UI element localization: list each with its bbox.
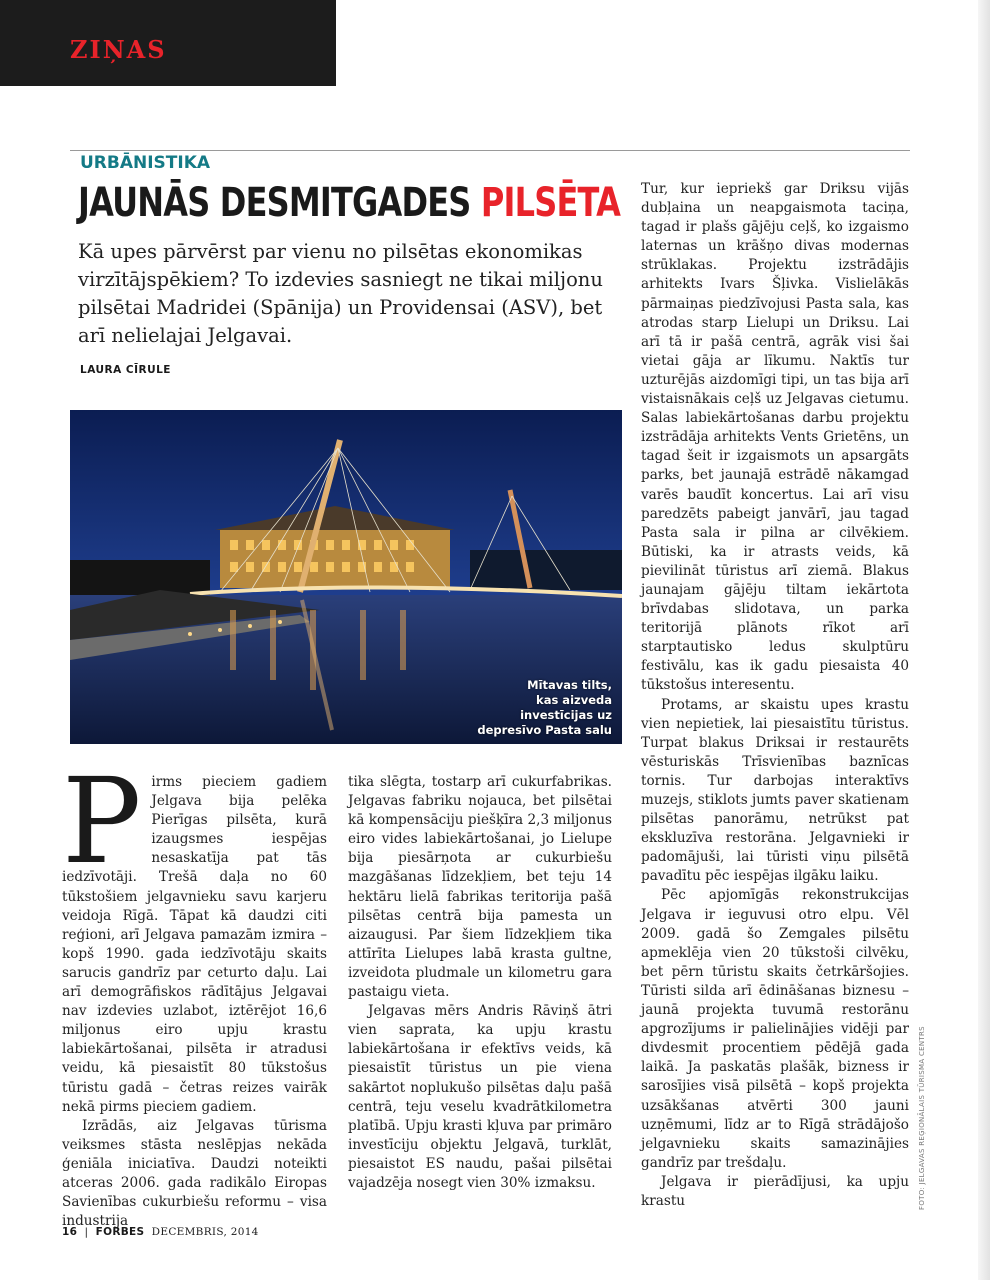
photo-caption [477, 678, 612, 738]
article-headline [78, 180, 620, 226]
body-column-3 [641, 180, 909, 1211]
caption-line: kas aizveda [536, 693, 612, 707]
page-footer [62, 1226, 259, 1238]
byline: LAURA CĪRULE [80, 364, 171, 376]
headline-part-1: JAUNĀS DESMITGADES [78, 180, 481, 226]
article-kicker: URBĀNISTIKA [80, 153, 211, 173]
caption-line: investīcijas uz [520, 708, 612, 722]
body-paragraph: Pēc apjomīgās rekonstrukcijas Jelgava ir ieguvusi otro elpu. Vēl 2009. gadā šo Zemgales pilsētu apmeklēja vien 20 tūkstoši cilvēku, bet pērn tūristu skaits četrkāršojies. Tūristi silda arī ēdināšanas biznesu – jaunā projekta tuvumā restorānu apgrozījums ir palielinājies vidēji par divdesmit procentiem pēdējā gada laikā. Ja paskatās plašāk, bizness ir sarosījies visā pilsētā – kopš projekta uzsākšanas atvērti 300 jauni uzņēmumi, līdz ar to Rīgā strādājošo jelgavnieku skaits samazinājies gandrīz par trešdaļu. [641, 887, 909, 1171]
photo-credit: FOTO: JELGAVAS REĢIONĀLAIS TŪRISMA CENTRS [918, 1026, 926, 1210]
body-paragraph: Jelgava ir pierādījusi, ka upju krastu [641, 1173, 909, 1209]
body-paragraph: Izrādās, aiz Jelgavas tūrisma veiksmes stāsta neslēpjas nekāda ģeniāla iniciatīva. Daudzi noteikti atceras 2006. gada radikālo Eiropas Savienības cukurbiešu reformu – visa industrija [62, 1117, 327, 1230]
body-paragraph: tika slēgta, tostarp arī cukurfabrikas. Jelgavas fabriku nojauca, bet pilsētai kā kompensāciju piešķīra 2,3 miljonus eiro vides labiekārtošanai, jo Lielupe bija piesārņota ar cukurbiešu mazgāšanas līdzekļiem, bet teju 14 hektāru lielā fabrikas teritorija pašā pilsētas centrā bija pamesta un aizaugusi. Par šiem līdzekļiem tika attīrīta Lielupes labā krasta gultne, izveidota pludmale un kilometru gara pastaigu vieta. [348, 774, 612, 1001]
headline-part-2: PILSĒTA [480, 180, 621, 226]
issue-date: DECEMBRIS, 2014 [151, 1226, 259, 1238]
page-edge [978, 0, 990, 1280]
drop-cap: P [62, 752, 142, 890]
body-column-1 [62, 752, 327, 1231]
magazine-name: FORBES [95, 1226, 145, 1238]
body-column-2 [348, 773, 612, 1193]
section-tab [0, 0, 336, 86]
footer-separator: | [84, 1226, 89, 1238]
caption-line: depresīvo Pasta salu [477, 723, 612, 737]
body-paragraph: Protams, ar skaistu upes krastu vien nepietiek, lai piesaistītu tūristus. Turpat blakus Driksai ir restaurēts vēsturiskās Trīsvienības baznīcas tornis. Tur darbojas interaktīvs muzejs, stiklots jumts paver skatienam pilsētas panorāmu, netrūkst pat ekskluzīva restorāna. Jelgavnieki ir padomājuši, lai tūristi viņu pilsētā pavadītu pēc iespējas ilgāku laiku. [641, 696, 909, 885]
body-paragraph: Tur, kur iepriekš gar Driksu vijās dubļaina un neapgaismota taciņa, tagad ir plašs gājēju ceļš, ko izgaismo laternas un krāšņo divas modernas strūklakas. Projektu izstrādājis arhitekts Ivars Šļivka. Vislielākās pārmaiņas piedzīvojusi Pasta sala, kas atrodas starp Lielupi un Driksu. Lai arī tā ir pašā centrā, agrāk visi šai vietai gāja ar līkumu. Naktīs tur uzturējās aizdomīgi tipi, un tas bija arī vistaisnākais ceļš uz Jelgavas cietumu. Salas labiekārtošanas darbu projektu izstrādāja arhitekts Vents Grietēns, un tagad šeit ir izgaismots un apsargāts parks, bet jaunajā estrādē nākamgad varēs baudīt koncertus. Lai arī visu paredzēts pabeigt janvārī, jau tagad Pasta sala ir pilna ar cilvēkiem. Būtiski, ka ir atrasts veids, kā pievilināt tūristus arī ziemā. Blakus jaunajam gājēju tiltam iekārtota brīvdabas slidotava, un parka teritorijā plānots rīkot arī starptautisko ledus skulptūru festivālu, kas ik gadu piesaista 40 tūkstošus interesentu. [641, 181, 909, 694]
standfirst: Kā upes pārvērst par vienu no pilsētas ekonomikas virzītājspēkiem? To izdevies sasniegt ne tikai miljonu pilsētai Madridei (Spānija) un Providensai (ASV), bet arī nelielajai Jelgavai. [78, 240, 603, 347]
body-paragraph [62, 752, 327, 1117]
page-number: 16 [62, 1226, 78, 1238]
body-paragraph: Jelgavas mērs Andris Rāviņš ātri vien saprata, ka upju krastu labiekārtošana ir efektīvs veids, kā piesaistīt tūristus un pie viena sakārtot noplukušo pilsētas daļu pašā centrā, teju veselu kvadrātkilometra platībā. Upju krasti kļuva par primāro investīciju objektu Jelgavā, turklāt, piesaistot ES naudu, pašai pilsētai vajadzēja nosegt vien 30% izmaksu. [348, 1003, 612, 1191]
paragraph-text: irms pieciem gadiem Jelgava bija pelēka Pierīgas pilsēta, kurā izaugsmes iespējas nesaskatīja pat tās iedzīvotāji. Trešā daļa no 60 tūkstošiem jelgavnieku savu karjeru veidoja Rīgā. Tāpat kā daudzi citi reģioni, arī Jelgava pamazām izmira – kopš 1990. gada iedzīvotāju skaits sarucis gandrīz par ceturto daļu. Lai arī demogrāfiskos rādītājus Jelgavai nav izdevies uzlabot, iztērējot 16,6 miljonus eiro upju krastu labiekārtošanai, pilsēta ir atradusi veidu, kā piesaistīt 80 tūkstošus tūristu gadā – četras reizes vairāk nekā pirms pieciem gadiem. [62, 774, 327, 1115]
section-label: ZIŅAS [70, 35, 167, 64]
bridge-photo [70, 410, 622, 744]
header-rule [70, 150, 910, 151]
caption-line: Mītavas tilts, [527, 678, 612, 692]
